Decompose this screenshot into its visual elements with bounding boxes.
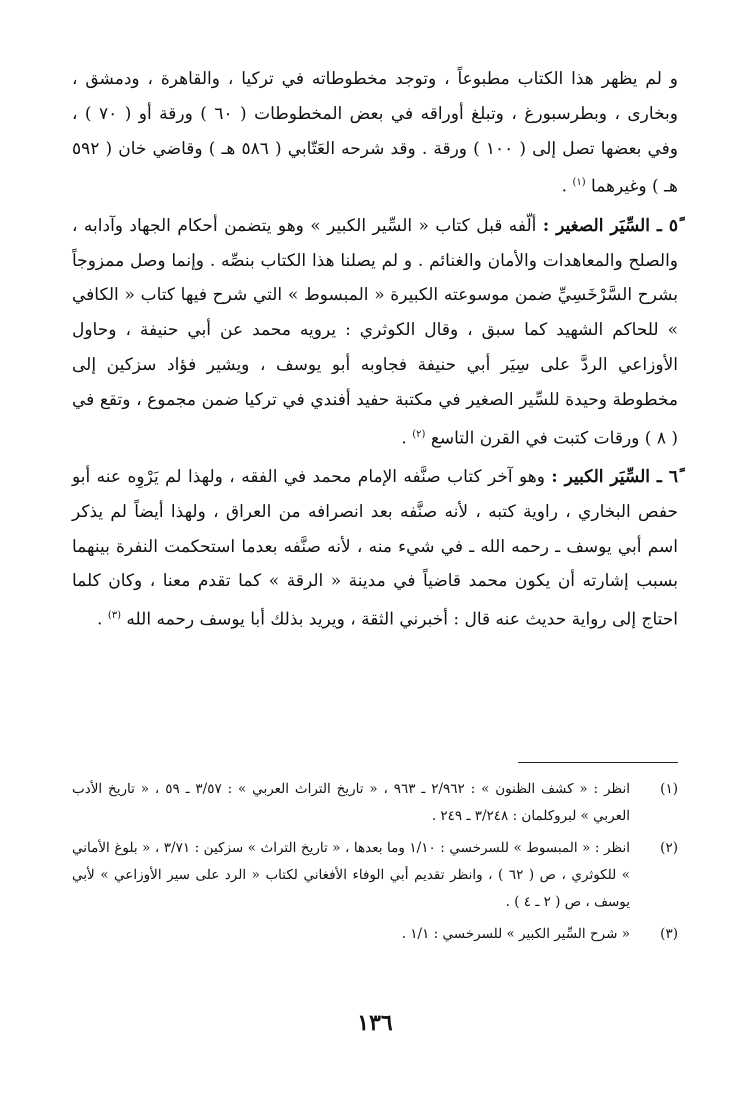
paragraph-end: .	[561, 177, 573, 198]
footnote-divider	[518, 762, 678, 763]
footnote-text: « شرح السِّير الكبير » للسرخسي : ١/١ .	[401, 926, 630, 942]
paragraph-end: .	[401, 428, 413, 449]
page-number: ١٣٦	[357, 1010, 393, 1036]
paragraph-text: وهو آخر كتاب صنَّفه الإمام محمد في الفقه ، ولهذا لم يَرْوِه عنه أبو حفص البخاري ، راوية كتبه ، لأنه صنَّفه بعد انصرافه من العراق ، ولهذا أيضاً لم يذكر اسم أبي يوسف ـ رحمه الله ـ في شيء منه ، لأنه صنَّفه بعدما استحكمت النفرة بينهما بسبب إشارته أن يكون محمد قاضياً في مدينة « الرقة » كما تقدم معنا ، وكان كلما احتاج إلى رواية حديث عنه قال : أخبرني الثقة ، ويريد بذلك أبا يوسف رحمه الله	[72, 467, 678, 630]
paragraph-siyar-kabir	[72, 460, 678, 638]
footnote-text: انظر : « المبسوط » للسرخسي : ١/١٠ وما بعدها ، « تاريخ التراث » سزكين : ٣/٧١ ، « بلوغ الأماني » للكوثري ، ص ( ٦٢ ) ، وانظر تقديم أبي الوفاء الأفغاني لكتاب « الرد على سير الأوزاعي » لأبي يوسف ، ص ( ٢ ـ ٤ ) .	[72, 840, 631, 910]
section-heading: ٦ً ـ السِّيَر الكبير :	[551, 467, 678, 488]
footnote-number: (٣)	[660, 926, 678, 942]
footnotes	[72, 776, 678, 948]
paragraph-text: ألّفه قبل كتاب « السِّير الكبير » وهو يتضمن أحكام الجهاد وآدابه ، والصلح والمعاهدات والأمان والغنائم . و لم يصلنا هذا الكتاب بنصِّه . وإنما وصل ممزوجاً بشرح السَّرْخَسِيِّ ضمن موسوعته الكبيرة « المبسوط » التي شرح فيها كتاب « الكافي » للحاكم الشهيد كما سبق ، وقال الكوثري : يرويه محمد عن أبي حنيفة ، وحاول الأوزاعي الردَّ على سِيَر أبي حنيفة فجاوبه أبو يوسف ، ويشير فؤاد سزكين إلى مخطوطة وحيدة للسِّير الصغير في مكتبة حفيد أفندي في تركيا ضمن مجموع ، وتقع في ( ٨ ) ورقات كتبت في القرن التاسع	[72, 215, 678, 449]
paragraph-end: .	[97, 609, 108, 630]
footnote-text: انظر : « كشف الظنون » : ٢/٩٦٢ ـ ٩٦٣ ، « تاريخ التراث العربي » : ٣/٥٧ ـ ٥٩ ، « تاريخ الأدب العربي » لبروكلمان : ٣/٢٤٨ ـ ٢٤٩ .	[72, 781, 630, 824]
footnote	[72, 776, 678, 830]
footnote	[72, 835, 678, 916]
paragraph-text: و لم يظهر هذا الكتاب مطبوعاً ، وتوجد مخطوطاته في تركيا ، والقاهرة ، ودمشق ، وبخارى ، وبطرسبورغ ، وتبلغ أوراقه في بعض المخطوطات ( ٦٠ ) ورقة أو ( ٧٠ ) ، وفي بعضها تصل إلى ( ١٠٠ ) ورقة . وقد شرحه العَتّابي ( ٥٨٦ هـ ) وقاضي خان ( ٥٩٢ هـ ) وغيرهما	[72, 69, 678, 198]
section-heading: ٥ً ـ السِّيَر الصغير :	[542, 215, 678, 236]
footnote-ref: (٣)	[107, 610, 122, 622]
footnote	[72, 921, 678, 948]
footnote-ref: (١)	[572, 177, 586, 189]
footnote-number: (١)	[660, 781, 678, 797]
paragraph-manuscripts	[72, 62, 678, 205]
paragraph-siyar-saghir	[72, 209, 678, 456]
footnote-ref: (٢)	[412, 428, 426, 440]
main-text	[72, 62, 678, 638]
footnote-number: (٢)	[660, 840, 678, 856]
